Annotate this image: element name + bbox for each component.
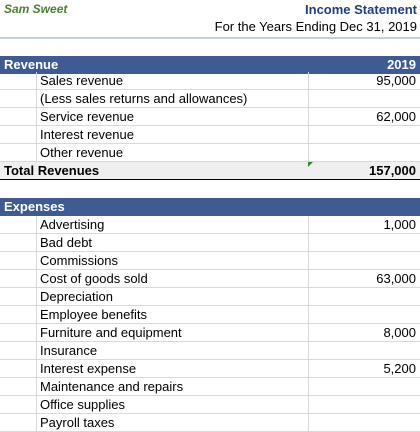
column-divider — [36, 234, 37, 251]
revenue-line-item-row[interactable] — [0, 126, 420, 144]
expense-line-item-value-cell[interactable]: 1,000 — [383, 217, 416, 232]
total-revenues-row[interactable] — [0, 162, 420, 180]
column-divider — [308, 72, 309, 89]
expense-line-item-name-cell[interactable]: Maintenance and repairs — [40, 379, 184, 394]
expense-line-item-name-cell[interactable]: Advertising — [40, 217, 105, 232]
column-divider — [36, 378, 37, 395]
revenue-line-item-name-cell[interactable]: Service revenue — [40, 109, 134, 124]
expense-line-item-name-cell[interactable]: Cost of goods sold — [40, 271, 148, 286]
column-divider — [308, 216, 309, 233]
expense-line-item-value-cell[interactable]: 5,200 — [383, 361, 416, 376]
column-divider — [36, 324, 37, 341]
expense-line-item-name-cell[interactable]: Furniture and equipment — [40, 325, 182, 340]
column-divider — [308, 234, 309, 251]
column-divider — [308, 396, 309, 413]
statement-title[interactable]: Income Statement — [305, 2, 417, 17]
expense-line-item-value-cell[interactable]: 63,000 — [376, 271, 416, 286]
column-divider — [308, 252, 309, 269]
expense-line-item-name-cell[interactable]: Depreciation — [40, 289, 113, 304]
column-divider — [308, 342, 309, 359]
column-divider — [36, 414, 37, 431]
revenue-line-item-value-cell[interactable]: 95,000 — [376, 73, 416, 88]
company-name[interactable]: Sam Sweet — [4, 2, 68, 16]
column-divider — [308, 306, 309, 323]
column-divider — [36, 108, 37, 125]
column-divider — [36, 342, 37, 359]
total-revenues-value: 157,000 — [369, 163, 416, 178]
revenue-line-item-value-cell[interactable]: 62,000 — [376, 109, 416, 124]
year-column-header: 2019 — [387, 57, 416, 72]
column-divider — [308, 108, 309, 125]
revenue-line-item-row[interactable] — [0, 90, 420, 108]
expense-line-item-name-cell[interactable]: Insurance — [40, 343, 98, 358]
expense-line-item-row[interactable] — [0, 216, 420, 234]
expenses-section-label: Expenses — [4, 199, 65, 214]
column-divider — [308, 126, 309, 143]
expense-line-item-row[interactable] — [0, 396, 420, 414]
column-divider — [36, 90, 37, 107]
expense-line-item-row[interactable] — [0, 306, 420, 324]
revenue-line-item-name-cell[interactable]: Sales revenue — [40, 73, 124, 88]
column-divider — [308, 414, 309, 431]
expense-line-item-row[interactable] — [0, 378, 420, 396]
cell-comment-indicator-icon — [308, 162, 313, 167]
column-divider — [36, 270, 37, 287]
expense-line-item-row[interactable] — [0, 414, 420, 432]
expense-line-item-row[interactable] — [0, 234, 420, 252]
column-divider — [308, 288, 309, 305]
column-divider — [36, 72, 37, 89]
column-divider — [36, 144, 37, 161]
revenue-line-item-row[interactable] — [0, 108, 420, 126]
column-divider — [308, 90, 309, 107]
expense-line-item-row[interactable] — [0, 342, 420, 360]
expense-line-item-row[interactable] — [0, 270, 420, 288]
column-divider — [36, 288, 37, 305]
revenue-section-label: Revenue — [4, 57, 59, 72]
revenue-line-item-name-cell[interactable]: (Less sales returns and allowances) — [40, 91, 248, 106]
column-divider — [308, 144, 309, 161]
expense-line-item-name-cell[interactable]: Office supplies — [40, 397, 126, 412]
column-divider — [308, 324, 309, 341]
statement-period[interactable]: For the Years Ending Dec 31, 2019 — [214, 19, 417, 34]
column-divider — [36, 252, 37, 269]
header-divider — [0, 37, 420, 39]
column-divider — [308, 378, 309, 395]
expense-line-item-row[interactable] — [0, 360, 420, 378]
column-divider — [36, 396, 37, 413]
expense-line-item-row[interactable] — [0, 252, 420, 270]
revenue-line-item-name-cell[interactable]: Interest revenue — [40, 127, 134, 142]
column-divider — [36, 216, 37, 233]
column-divider — [36, 306, 37, 323]
revenue-line-item-name-cell[interactable]: Other revenue — [40, 145, 124, 160]
expense-line-item-name-cell[interactable]: Commissions — [40, 253, 119, 268]
expense-line-item-name-cell[interactable]: Employee benefits — [40, 307, 147, 322]
expenses-header-row[interactable] — [0, 198, 420, 216]
column-divider — [36, 360, 37, 377]
expense-line-item-name-cell[interactable]: Payroll taxes — [40, 415, 115, 430]
expense-line-item-row[interactable] — [0, 324, 420, 342]
expense-line-item-row[interactable] — [0, 288, 420, 306]
total-revenues-label: Total Revenues — [4, 163, 100, 178]
column-divider — [36, 126, 37, 143]
revenue-line-item-row[interactable] — [0, 144, 420, 162]
expense-line-item-name-cell[interactable]: Interest expense — [40, 361, 137, 376]
column-divider — [308, 360, 309, 377]
expense-line-item-value-cell[interactable]: 8,000 — [383, 325, 416, 340]
expense-line-item-name-cell[interactable]: Bad debt — [40, 235, 93, 250]
revenue-line-item-row[interactable] — [0, 72, 420, 90]
column-divider — [308, 270, 309, 287]
